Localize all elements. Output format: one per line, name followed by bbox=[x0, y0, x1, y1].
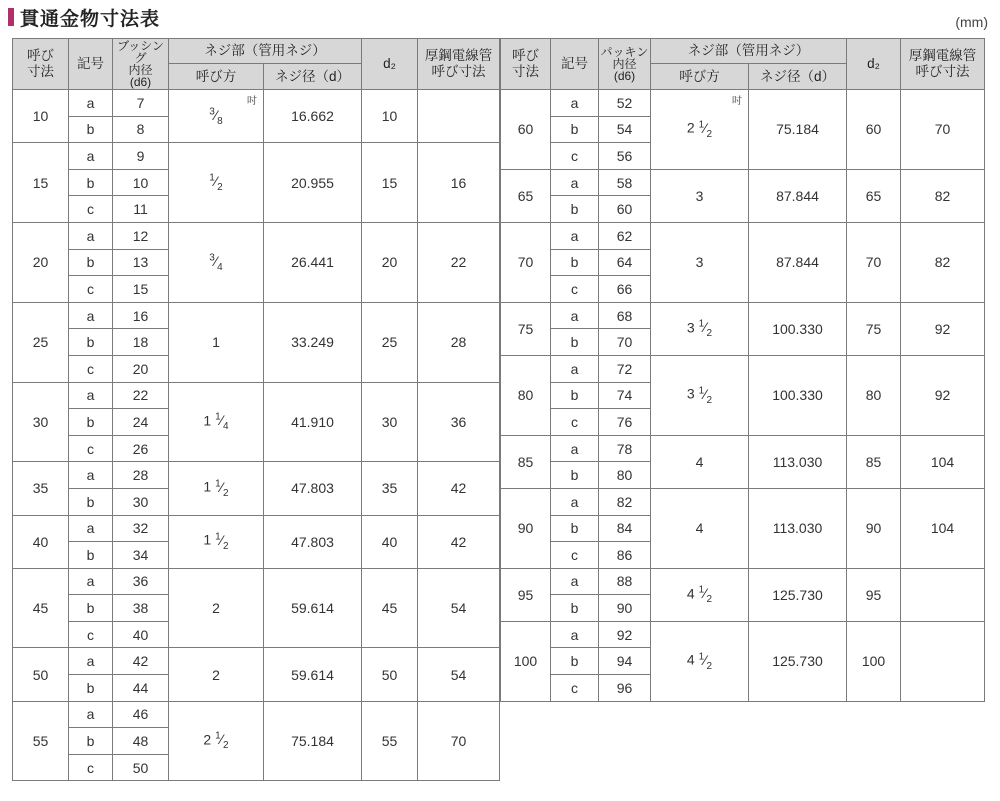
cell-inner-diameter: 56 bbox=[599, 143, 651, 170]
header-nominal-size: 呼び 寸法 bbox=[501, 39, 551, 90]
cell-symbol: b bbox=[69, 675, 113, 702]
cell-conduit-size: 104 bbox=[901, 435, 985, 488]
cell-thread-diameter: 75.184 bbox=[749, 90, 847, 170]
table-row bbox=[13, 90, 500, 117]
cell-d2: 70 bbox=[847, 222, 901, 302]
cell-conduit-size: 42 bbox=[418, 462, 500, 515]
cell-nominal-size: 95 bbox=[501, 568, 551, 621]
cell-symbol: a bbox=[69, 568, 113, 595]
cell-nominal-size: 35 bbox=[13, 462, 69, 515]
cell-inner-diameter: 48 bbox=[113, 728, 169, 755]
cell-symbol: b bbox=[69, 116, 113, 143]
cell-thread-diameter: 113.030 bbox=[749, 435, 847, 488]
cell-thread-diameter: 100.330 bbox=[749, 355, 847, 435]
table-row bbox=[501, 302, 985, 329]
cell-conduit-size bbox=[901, 621, 985, 701]
cell-conduit-size: 36 bbox=[418, 382, 500, 462]
cell-symbol: b bbox=[551, 595, 599, 622]
cell-conduit-size: 92 bbox=[901, 355, 985, 435]
header-packing-inner-dia: パッキン 内径 (d6) bbox=[599, 39, 651, 90]
cell-inner-diameter: 8 bbox=[113, 116, 169, 143]
cell-conduit-size: 82 bbox=[901, 222, 985, 302]
header-conduit-size: 厚鋼電線管 呼び寸法 bbox=[901, 39, 985, 90]
cell-thread-nominal: 4 bbox=[651, 488, 749, 568]
cell-symbol: a bbox=[551, 302, 599, 329]
inch-unit-label: 吋 bbox=[732, 96, 742, 107]
cell-d2: 75 bbox=[847, 302, 901, 355]
cell-thread-diameter: 16.662 bbox=[264, 90, 362, 143]
cell-inner-diameter: 58 bbox=[599, 169, 651, 196]
table-row bbox=[501, 90, 985, 117]
table-row bbox=[13, 143, 500, 170]
cell-symbol: a bbox=[69, 382, 113, 409]
cell-d2: 90 bbox=[847, 488, 901, 568]
cell-symbol: a bbox=[69, 515, 113, 542]
unit-label: (mm) bbox=[955, 14, 988, 30]
cell-inner-diameter: 92 bbox=[599, 621, 651, 648]
cell-nominal-size: 50 bbox=[13, 648, 69, 701]
cell-inner-diameter: 26 bbox=[113, 435, 169, 462]
cell-conduit-size: 82 bbox=[901, 169, 985, 222]
cell-inner-diameter: 76 bbox=[599, 409, 651, 436]
cell-d2: 55 bbox=[362, 701, 418, 781]
cell-symbol: b bbox=[551, 249, 599, 276]
cell-symbol: a bbox=[551, 568, 599, 595]
cell-symbol: b bbox=[69, 169, 113, 196]
cell-d2: 100 bbox=[847, 621, 901, 701]
cell-symbol: b bbox=[69, 728, 113, 755]
cell-symbol: c bbox=[551, 542, 599, 569]
cell-symbol: a bbox=[69, 222, 113, 249]
header-thread-diameter: ネジ径（d） bbox=[264, 64, 362, 90]
cell-symbol: c bbox=[69, 196, 113, 223]
cell-symbol: a bbox=[551, 435, 599, 462]
cell-inner-diameter: 62 bbox=[599, 222, 651, 249]
cell-symbol: b bbox=[69, 488, 113, 515]
cell-inner-diameter: 50 bbox=[113, 754, 169, 781]
cell-thread-diameter: 87.844 bbox=[749, 169, 847, 222]
cell-inner-diameter: 28 bbox=[113, 462, 169, 489]
cell-inner-diameter: 18 bbox=[113, 329, 169, 356]
cell-symbol: c bbox=[69, 355, 113, 382]
cell-inner-diameter: 12 bbox=[113, 222, 169, 249]
cell-d2: 35 bbox=[362, 462, 418, 515]
cell-symbol: b bbox=[551, 329, 599, 356]
cell-conduit-size: 54 bbox=[418, 648, 500, 701]
cell-thread-diameter: 47.803 bbox=[264, 462, 362, 515]
table-row bbox=[501, 621, 985, 648]
cell-symbol: c bbox=[551, 675, 599, 702]
cell-inner-diameter: 54 bbox=[599, 116, 651, 143]
cell-inner-diameter: 32 bbox=[113, 515, 169, 542]
cell-thread-diameter: 125.730 bbox=[749, 621, 847, 701]
dimension-table-left bbox=[12, 38, 500, 781]
cell-symbol: c bbox=[69, 621, 113, 648]
cell-d2: 50 bbox=[362, 648, 418, 701]
cell-inner-diameter: 22 bbox=[113, 382, 169, 409]
cell-nominal-size: 65 bbox=[501, 169, 551, 222]
cell-thread-diameter: 87.844 bbox=[749, 222, 847, 302]
cell-conduit-size: 16 bbox=[418, 143, 500, 223]
cell-inner-diameter: 68 bbox=[599, 302, 651, 329]
cell-conduit-size: 92 bbox=[901, 302, 985, 355]
cell-d2: 45 bbox=[362, 568, 418, 648]
header-symbol: 記号 bbox=[69, 39, 113, 90]
cell-thread-nominal: $^1⁄_2$ bbox=[169, 143, 264, 223]
cell-symbol: b bbox=[69, 409, 113, 436]
cell-thread-diameter: 125.730 bbox=[749, 568, 847, 621]
cell-thread-nominal: 4 $^1⁄_2$ bbox=[651, 621, 749, 701]
cell-inner-diameter: 64 bbox=[599, 249, 651, 276]
cell-inner-diameter: 15 bbox=[113, 276, 169, 303]
cell-symbol: c bbox=[551, 409, 599, 436]
cell-d2: 40 bbox=[362, 515, 418, 568]
cell-symbol: a bbox=[69, 302, 113, 329]
table-row bbox=[501, 435, 985, 462]
cell-nominal-size: 100 bbox=[501, 621, 551, 701]
cell-inner-diameter: 34 bbox=[113, 542, 169, 569]
cell-inner-diameter: 72 bbox=[599, 355, 651, 382]
cell-conduit-size: 22 bbox=[418, 222, 500, 302]
cell-symbol: a bbox=[551, 169, 599, 196]
cell-inner-diameter: 30 bbox=[113, 488, 169, 515]
cell-thread-diameter: 113.030 bbox=[749, 488, 847, 568]
cell-inner-diameter: 20 bbox=[113, 355, 169, 382]
title-marker bbox=[8, 8, 14, 26]
cell-symbol: b bbox=[551, 382, 599, 409]
cell-inner-diameter: 42 bbox=[113, 648, 169, 675]
cell-symbol: c bbox=[69, 276, 113, 303]
header-conduit-size: 厚鋼電線管 呼び寸法 bbox=[418, 39, 500, 90]
table-row bbox=[501, 568, 985, 595]
table-body-left bbox=[13, 90, 500, 781]
cell-thread-nominal: 2 $^1⁄_2$ 吋 bbox=[651, 90, 749, 170]
cell-symbol: a bbox=[551, 90, 599, 117]
inch-unit-label: 吋 bbox=[247, 96, 257, 107]
cell-inner-diameter: 96 bbox=[599, 675, 651, 702]
cell-inner-diameter: 36 bbox=[113, 568, 169, 595]
cell-symbol: a bbox=[69, 648, 113, 675]
cell-inner-diameter: 11 bbox=[113, 196, 169, 223]
cell-thread-nominal: 3 bbox=[651, 222, 749, 302]
cell-symbol: a bbox=[551, 488, 599, 515]
page-title: 貫通金物寸法表 bbox=[20, 8, 161, 30]
cell-symbol: a bbox=[551, 222, 599, 249]
header-thread: ネジ部（管用ネジ） bbox=[651, 39, 847, 64]
cell-conduit-size bbox=[901, 568, 985, 621]
cell-nominal-size: 20 bbox=[13, 222, 69, 302]
table-row bbox=[13, 515, 500, 542]
cell-thread-nominal: 1 bbox=[169, 302, 264, 382]
cell-d2: 95 bbox=[847, 568, 901, 621]
cell-inner-diameter: 60 bbox=[599, 196, 651, 223]
cell-thread-diameter: 41.910 bbox=[264, 382, 362, 462]
cell-inner-diameter: 24 bbox=[113, 409, 169, 436]
cell-symbol: b bbox=[551, 196, 599, 223]
table-row bbox=[501, 222, 985, 249]
cell-inner-diameter: 80 bbox=[599, 462, 651, 489]
table-row bbox=[13, 382, 500, 409]
cell-symbol: a bbox=[551, 621, 599, 648]
cell-symbol: b bbox=[69, 329, 113, 356]
cell-thread-diameter: 33.249 bbox=[264, 302, 362, 382]
cell-nominal-size: 45 bbox=[13, 568, 69, 648]
cell-conduit-size: 28 bbox=[418, 302, 500, 382]
cell-symbol: c bbox=[551, 276, 599, 303]
cell-d2: 10 bbox=[362, 90, 418, 143]
cell-d2: 20 bbox=[362, 222, 418, 302]
cell-inner-diameter: 52 bbox=[599, 90, 651, 117]
table-row bbox=[13, 302, 500, 329]
cell-inner-diameter: 86 bbox=[599, 542, 651, 569]
cell-inner-diameter: 88 bbox=[599, 568, 651, 595]
cell-inner-diameter: 74 bbox=[599, 382, 651, 409]
cell-symbol: b bbox=[69, 595, 113, 622]
header-bushing-inner-dia: ブッシング 内径 (d6) bbox=[113, 39, 169, 90]
cell-nominal-size: 15 bbox=[13, 143, 69, 223]
cell-thread-diameter: 59.614 bbox=[264, 568, 362, 648]
cell-inner-diameter: 13 bbox=[113, 249, 169, 276]
cell-conduit-size: 42 bbox=[418, 515, 500, 568]
cell-symbol: b bbox=[69, 249, 113, 276]
cell-thread-nominal: $^3⁄_8$ 吋 bbox=[169, 90, 264, 143]
cell-thread-nominal: 2 bbox=[169, 648, 264, 701]
table-row bbox=[501, 488, 985, 515]
cell-nominal-size: 40 bbox=[13, 515, 69, 568]
table-row bbox=[13, 222, 500, 249]
cell-thread-diameter: 20.955 bbox=[264, 143, 362, 223]
cell-thread-diameter: 100.330 bbox=[749, 302, 847, 355]
table-body-right bbox=[501, 90, 985, 702]
cell-inner-diameter: 70 bbox=[599, 329, 651, 356]
table-row bbox=[13, 568, 500, 595]
cell-thread-nominal: 1 $^1⁄_4$ bbox=[169, 382, 264, 462]
cell-inner-diameter: 7 bbox=[113, 90, 169, 117]
table-row bbox=[501, 355, 985, 382]
cell-conduit-size bbox=[418, 90, 500, 143]
header-symbol: 記号 bbox=[551, 39, 599, 90]
cell-inner-diameter: 40 bbox=[113, 621, 169, 648]
cell-conduit-size: 70 bbox=[901, 90, 985, 170]
cell-inner-diameter: 38 bbox=[113, 595, 169, 622]
cell-thread-nominal: 3 $^1⁄_2$ bbox=[651, 355, 749, 435]
cell-d2: 30 bbox=[362, 382, 418, 462]
cell-conduit-size: 70 bbox=[418, 701, 500, 781]
header-nominal-size: 呼び 寸法 bbox=[13, 39, 69, 90]
cell-d2: 85 bbox=[847, 435, 901, 488]
cell-conduit-size: 104 bbox=[901, 488, 985, 568]
cell-symbol: c bbox=[551, 143, 599, 170]
cell-thread-nominal: 2 $^1⁄_2$ bbox=[169, 701, 264, 781]
cell-nominal-size: 25 bbox=[13, 302, 69, 382]
cell-symbol: a bbox=[69, 701, 113, 728]
cell-thread-nominal: 2 bbox=[169, 568, 264, 648]
cell-thread-nominal: 1 $^1⁄_2$ bbox=[169, 462, 264, 515]
cell-inner-diameter: 78 bbox=[599, 435, 651, 462]
cell-thread-diameter: 75.184 bbox=[264, 701, 362, 781]
cell-nominal-size: 10 bbox=[13, 90, 69, 143]
header-thread-diameter: ネジ径（d） bbox=[749, 64, 847, 90]
cell-d2: 15 bbox=[362, 143, 418, 223]
cell-thread-diameter: 47.803 bbox=[264, 515, 362, 568]
cell-nominal-size: 30 bbox=[13, 382, 69, 462]
cell-thread-nominal: 3 $^1⁄_2$ bbox=[651, 302, 749, 355]
header-thread-nominal: 呼び方 bbox=[651, 64, 749, 90]
cell-thread-nominal: 3 bbox=[651, 169, 749, 222]
title-bar bbox=[8, 6, 160, 28]
cell-symbol: c bbox=[69, 435, 113, 462]
cell-inner-diameter: 66 bbox=[599, 276, 651, 303]
header-thread: ネジ部（管用ネジ） bbox=[169, 39, 362, 64]
cell-inner-diameter: 82 bbox=[599, 488, 651, 515]
cell-inner-diameter: 94 bbox=[599, 648, 651, 675]
header-thread-nominal: 呼び方 bbox=[169, 64, 264, 90]
table-row bbox=[13, 648, 500, 675]
cell-symbol: a bbox=[69, 143, 113, 170]
cell-inner-diameter: 16 bbox=[113, 302, 169, 329]
cell-thread-nominal: 4 $^1⁄_2$ bbox=[651, 568, 749, 621]
cell-inner-diameter: 46 bbox=[113, 701, 169, 728]
cell-nominal-size: 70 bbox=[501, 222, 551, 302]
cell-nominal-size: 55 bbox=[13, 701, 69, 781]
cell-d2: 60 bbox=[847, 90, 901, 170]
table-row bbox=[501, 169, 985, 196]
cell-symbol: c bbox=[69, 754, 113, 781]
cell-inner-diameter: 90 bbox=[599, 595, 651, 622]
table-row bbox=[13, 462, 500, 489]
cell-inner-diameter: 84 bbox=[599, 515, 651, 542]
cell-symbol: b bbox=[551, 462, 599, 489]
header-d2: d₂ bbox=[362, 39, 418, 90]
cell-inner-diameter: 10 bbox=[113, 169, 169, 196]
cell-nominal-size: 75 bbox=[501, 302, 551, 355]
table-row bbox=[13, 701, 500, 728]
cell-thread-nominal: $^3⁄_4$ bbox=[169, 222, 264, 302]
cell-d2: 25 bbox=[362, 302, 418, 382]
cell-symbol: a bbox=[69, 462, 113, 489]
cell-symbol: b bbox=[551, 648, 599, 675]
cell-nominal-size: 80 bbox=[501, 355, 551, 435]
cell-d2: 65 bbox=[847, 169, 901, 222]
cell-symbol: b bbox=[69, 542, 113, 569]
header-d2: d₂ bbox=[847, 39, 901, 90]
cell-d2: 80 bbox=[847, 355, 901, 435]
cell-symbol: a bbox=[69, 90, 113, 117]
cell-conduit-size: 54 bbox=[418, 568, 500, 648]
cell-thread-nominal: 1 $^1⁄_2$ bbox=[169, 515, 264, 568]
cell-nominal-size: 60 bbox=[501, 90, 551, 170]
cell-thread-diameter: 26.441 bbox=[264, 222, 362, 302]
cell-thread-diameter: 59.614 bbox=[264, 648, 362, 701]
cell-nominal-size: 85 bbox=[501, 435, 551, 488]
cell-symbol: b bbox=[551, 515, 599, 542]
cell-inner-diameter: 9 bbox=[113, 143, 169, 170]
cell-thread-nominal: 4 bbox=[651, 435, 749, 488]
cell-symbol: b bbox=[551, 116, 599, 143]
cell-nominal-size: 90 bbox=[501, 488, 551, 568]
cell-symbol: a bbox=[551, 355, 599, 382]
cell-inner-diameter: 44 bbox=[113, 675, 169, 702]
dimension-table-right bbox=[500, 38, 985, 702]
